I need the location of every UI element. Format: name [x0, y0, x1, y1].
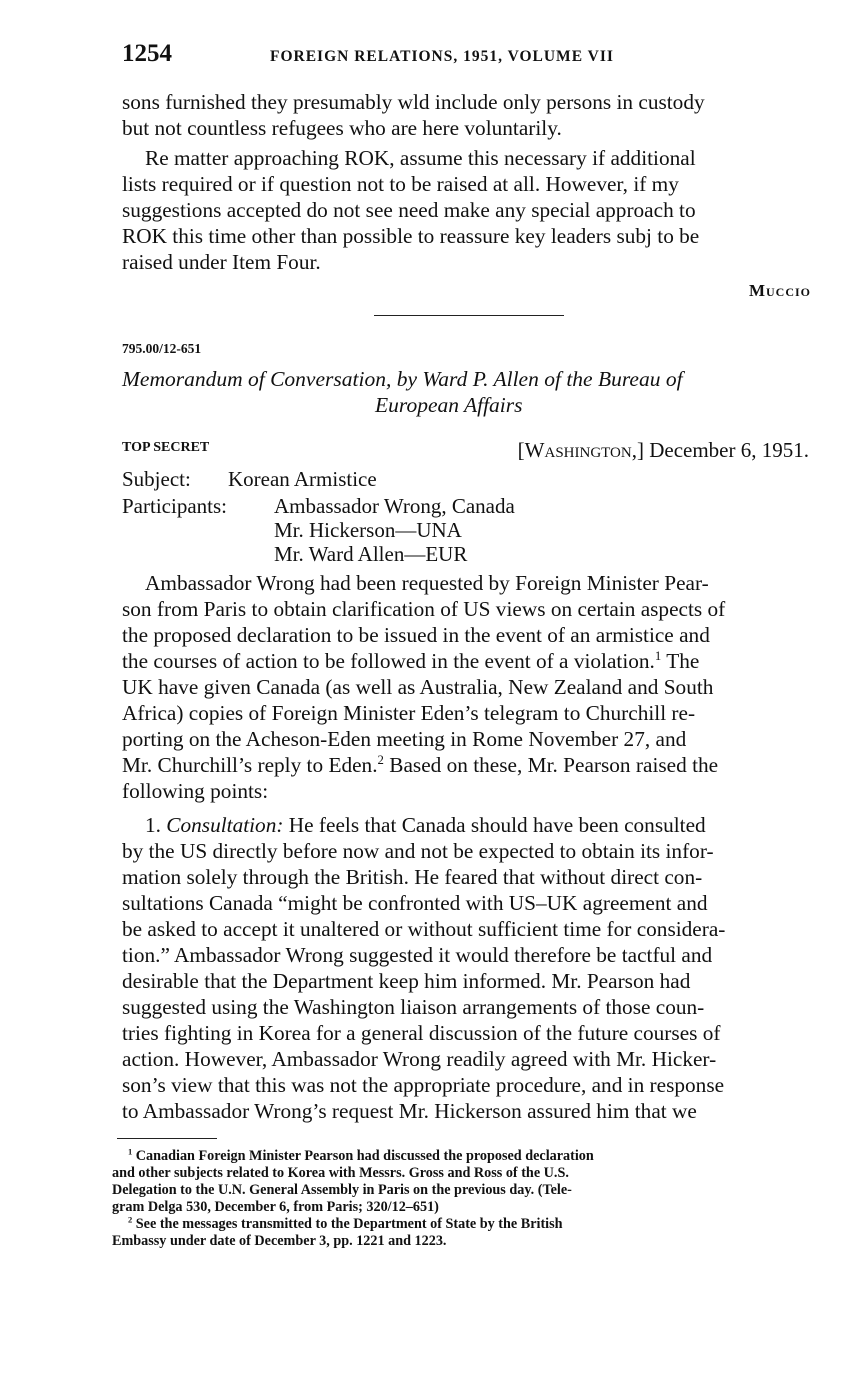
- continuation-line: raised under Item Four.: [122, 250, 321, 274]
- continuation-line: ROK this time other than possible to reassure key leaders subj to be: [122, 224, 700, 248]
- body-line: desirable that the Department keep him informed. Mr. Pearson had: [122, 969, 691, 993]
- point-number: 1.: [145, 813, 167, 837]
- continuation-line: suggestions accepted do not see need make any special approach to: [122, 198, 696, 222]
- section-separator: [374, 315, 564, 316]
- participant: Mr. Ward Allen—EUR: [274, 542, 468, 566]
- participant: Mr. Hickerson—UNA: [274, 518, 462, 542]
- footnote-reference: 1: [654, 648, 662, 663]
- footnote-2: [128, 1216, 563, 1233]
- body-line: son from Paris to obtain clarification of US views on certain aspects of: [122, 597, 726, 621]
- body-line-text: The: [661, 649, 700, 673]
- participants-label: Participants:: [122, 494, 227, 518]
- classification: TOP SECRET: [122, 440, 210, 455]
- body-line: be asked to accept it unaltered or without sufficient time for considera-: [122, 917, 726, 941]
- dateline: [Washington,] December 6, 1951.: [517, 438, 809, 462]
- body-line: tries fighting in Korea for a general discussion of the future courses of: [122, 1021, 721, 1045]
- body-line-text: Mr. Churchill’s reply to Eden.: [122, 753, 378, 777]
- dateline-date: December 6, 1951.: [643, 438, 809, 462]
- body-line: following points:: [122, 779, 269, 803]
- footnote-marker: 2: [128, 1214, 133, 1225]
- footnote-line: Embassy under date of December 3, pp. 1221 and 1223.: [112, 1233, 447, 1249]
- body-line: Africa) copies of Foreign Minister Eden’s telegram to Churchill re-: [122, 701, 696, 725]
- body-line: to Ambassador Wrong’s request Mr. Hickerson assured him that we: [122, 1099, 697, 1123]
- body-line: the proposed declaration to be issued in the event of an armistice and: [122, 623, 710, 647]
- running-head: FOREIGN RELATIONS, 1951, VOLUME VII: [270, 48, 614, 65]
- body-line: tion.” Ambassador Wrong suggested it would therefore be tactful and: [122, 943, 713, 967]
- body-line-text: He feels that Canada should have been consulted: [283, 813, 706, 837]
- continuation-line: but not countless refugees who are here voluntarily.: [122, 116, 562, 140]
- footnote-rule: [117, 1138, 217, 1139]
- footnote-text: Canadian Foreign Minister Pearson had discussed the proposed declaration: [135, 1148, 594, 1164]
- continuation-line: lists required or if question not to be raised at all. However, if my: [122, 172, 679, 196]
- footnote-text: See the messages transmitted to the Department of State by the British: [135, 1216, 563, 1232]
- body-line: son’s view that this was not the appropriate procedure, and in response: [122, 1073, 725, 1097]
- point-heading: Consultation:: [166, 813, 284, 837]
- numbered-point: [145, 812, 706, 838]
- body-line-text: the courses of action to be followed in the event of a violation.: [122, 649, 655, 673]
- footnote-line: and other subjects related to Korea with Messrs. Gross and Ross of the U.S.: [112, 1165, 569, 1181]
- subject-label: Subject:: [122, 467, 191, 491]
- body-line: UK have given Canada (as well as Australia, New Zealand and South: [122, 675, 714, 699]
- page-number: 1254: [122, 40, 172, 67]
- footnote-reference: 2: [377, 752, 384, 767]
- body-line: [122, 752, 718, 778]
- body-line: [122, 648, 699, 674]
- body-line: porting on the Acheson-Eden meeting in Rome November 27, and: [122, 727, 687, 751]
- body-line: mation solely through the British. He feared that without direct con-: [122, 865, 703, 889]
- footnote-line: Delegation to the U.N. General Assembly in Paris on the previous day. (Tele-: [112, 1182, 572, 1198]
- body-line: sultations Canada “might be confronted with US–UK agreement and: [122, 891, 708, 915]
- subject-value: Korean Armistice: [228, 467, 377, 491]
- body-line-text: Based on these, Mr. Pearson raised the: [383, 753, 719, 777]
- footnote-line: gram Delga 530, December 6, from Paris; 320/12–651): [112, 1199, 439, 1215]
- body-line: action. However, Ambassador Wrong readily agreed with Mr. Hicker-: [122, 1047, 717, 1071]
- continuation-line: Re matter approaching ROK, assume this necessary if additional: [145, 146, 696, 170]
- body-line: suggested using the Washington liaison arrangements of those coun-: [122, 995, 705, 1019]
- file-number: 795.00/12-651: [122, 341, 202, 356]
- continuation-line: sons furnished they presumably wld include only persons in custody: [122, 90, 705, 114]
- body-line: Ambassador Wrong had been requested by Foreign Minister Pear-: [145, 571, 709, 595]
- participant: Ambassador Wrong, Canada: [274, 494, 515, 518]
- body-line: by the US directly before now and not be expected to obtain its infor-: [122, 839, 714, 863]
- dateline-place: Washington,: [524, 438, 637, 462]
- footnote-1: [128, 1148, 594, 1165]
- document-title: Memorandum of Conversation, by Ward P. Allen of the Bureau of: [122, 367, 683, 391]
- document-title-continued: European Affairs: [375, 393, 523, 417]
- signature: Muccio: [748, 281, 811, 300]
- footnote-marker: 1: [128, 1146, 133, 1157]
